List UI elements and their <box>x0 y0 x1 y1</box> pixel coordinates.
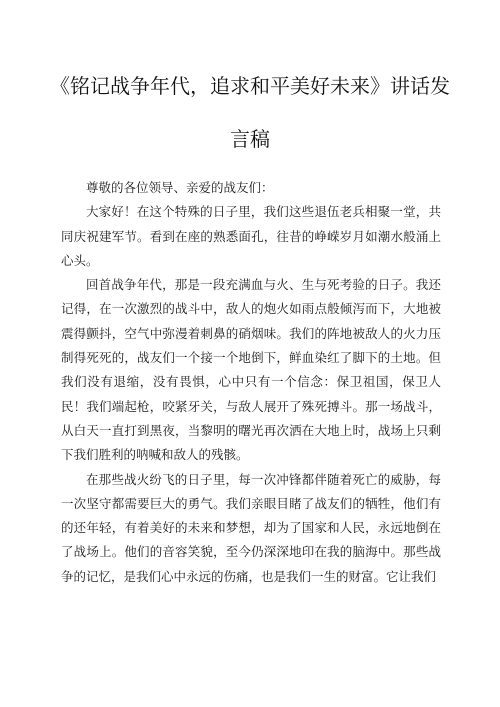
body-paragraph-1: 大家好！在这个特殊的日子里，我们这些退伍老兵相聚一堂，共同庆祝建军节。看到在座的熟悉面孔，往昔的峥嵘岁月如潮水般涌上心头。 <box>61 204 441 268</box>
body-paragraph-3: 在那些战火纷飞的日子里，每一次冲锋都伴随着死亡的威胁，每一次坚守都需要巨大的勇气。我们亲眼目睹了战友们的牺牲，他们有的还年轻，有着美好的未来和梦想，却为了国家和人民，永远地倒在了战场上。他们的音容笑貌，至今仍深深地印在我的脑海中。那些战争的记忆，是我们心中永远的伤痛，也是我们一生的财富。它让我们 <box>61 471 441 584</box>
document-title-line-2: 言稿 <box>230 127 270 151</box>
document-title-line-1: 《铭记战争年代，追求和平美好未来》讲话发 <box>50 74 450 98</box>
greeting-paragraph: 尊敬的各位领导、亲爱的战友们： <box>86 180 274 195</box>
document-body <box>61 176 441 589</box>
body-paragraph-2: 回首战争年代，那是一段充满血与火、生与死考验的日子。我还记得，在一次激烈的战斗中，敌人的炮火如雨点般倾泻而下，大地被震得颤抖，空气中弥漫着刺鼻的硝烟味。我们的阵地被敌人的火力压制得死死的，战友们一个接一个地倒下，鲜血染红了脚下的土地。但我们没有退缩，没有畏惧，心中只有一个信念：保卫祖国，保卫人民！我们端起枪，咬紧牙关，与敌人展开了殊死搏斗。那一场战斗，从白天一直打到黑夜，当黎明的曙光再次洒在大地上时，战场上只剩下我们胜利的呐喊和敌人的残骸。 <box>61 277 441 463</box>
